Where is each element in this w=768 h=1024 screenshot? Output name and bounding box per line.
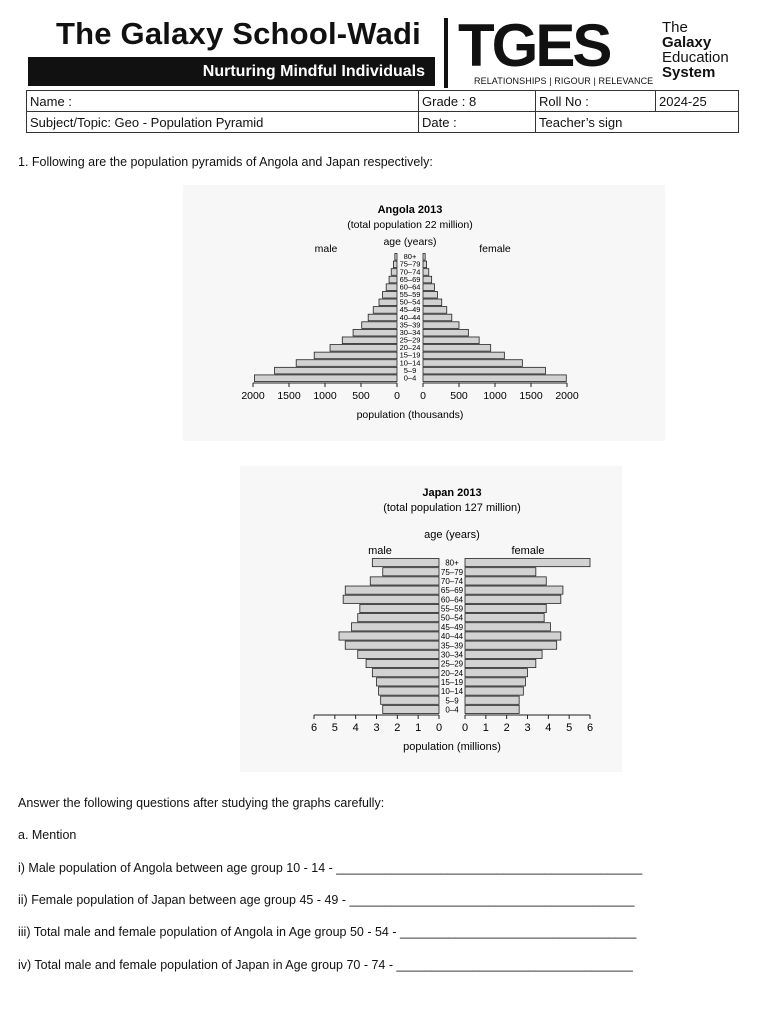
male-bar-40–44: [339, 632, 439, 640]
name-field[interactable]: Name :: [27, 91, 419, 112]
age-label: 5–9: [445, 696, 459, 706]
age-label: 75–79: [440, 567, 464, 577]
age-label: 0–4: [403, 373, 417, 383]
female-bar-5–9: [465, 696, 519, 704]
chart-title: Angola 2013: [377, 204, 443, 216]
female-bar-60–64: [423, 284, 435, 291]
x-tick-label: 500: [352, 390, 370, 402]
female-bar-75–79: [423, 261, 427, 268]
male-bar-25–29: [366, 659, 439, 667]
male-bar-45–49: [373, 307, 397, 314]
org-name: [662, 20, 729, 80]
x-tick-label: 1: [482, 722, 489, 734]
age-label: 40–44: [440, 632, 464, 642]
chart-subtitle: (total population 127 million): [383, 502, 521, 514]
female-bar-5–9: [423, 367, 545, 374]
x-tick-label: 3: [524, 722, 531, 734]
motto-text: Nurturing Mindful Individuals: [202, 63, 425, 80]
male-bar-0–4: [254, 375, 397, 382]
age-label: 20–24: [440, 668, 464, 678]
female-bar-35–39: [423, 322, 459, 329]
x-tick-label: 5: [331, 722, 338, 734]
age-label: 50–54: [399, 297, 421, 307]
female-bar-35–39: [465, 641, 557, 649]
female-bar-10–14: [423, 360, 522, 367]
female-bar-55–59: [423, 291, 437, 298]
age-label: 15–19: [399, 350, 421, 360]
age-label: 40–44: [399, 312, 421, 322]
x-axis-title: population (millions): [403, 741, 501, 753]
male-bar-35–39: [362, 322, 397, 329]
age-label: 30–34: [440, 650, 464, 660]
age-label: 70–74: [399, 267, 421, 277]
male-bar-45–49: [352, 623, 440, 631]
male-bar-40–44: [368, 314, 397, 321]
x-tick-label: 4: [352, 722, 359, 734]
x-tick-label: 1000: [483, 390, 507, 402]
male-bar-80+: [395, 254, 397, 261]
org-line: System: [662, 64, 716, 81]
male-bar-55–59: [383, 291, 397, 298]
male-label: male: [314, 243, 338, 255]
female-bar-70–74: [465, 577, 546, 585]
age-label: 15–19: [440, 677, 464, 687]
male-bar-5–9: [381, 696, 439, 704]
subject-cell: Subject/Topic: Geo - Population Pyramid: [27, 112, 419, 133]
answers-intro: Answer the following questions after studying the graphs carefully:: [18, 796, 385, 810]
x-tick-label: 5: [566, 722, 573, 734]
grade-field: Grade : 8: [419, 91, 536, 112]
female-bar-80+: [423, 254, 425, 261]
female-bar-40–44: [423, 314, 452, 321]
female-bar-40–44: [465, 632, 561, 640]
male-bar-20–24: [330, 345, 397, 352]
female-bar-30–34: [423, 329, 468, 336]
male-bar-55–59: [360, 604, 439, 612]
age-axis-label: age (years): [383, 236, 437, 248]
answers-part-a: a. Mention: [18, 828, 77, 842]
female-bar-55–59: [465, 604, 546, 612]
question-ii[interactable]: ii) Female population of Japan between age group 45 - 49 - _________________________________________: [18, 893, 635, 907]
male-bar-65–69: [389, 276, 397, 283]
age-label: 55–59: [440, 604, 464, 614]
question-1: 1. Following are the population pyramids of Angola and Japan respectively:: [18, 155, 433, 169]
male-bar-30–34: [358, 650, 439, 658]
age-label: 50–54: [440, 613, 464, 623]
male-bar-75–79: [393, 261, 397, 268]
male-bar-10–14: [296, 360, 397, 367]
x-tick-label: 6: [586, 722, 594, 734]
age-label: 45–49: [440, 622, 464, 632]
x-tick-label: 2000: [241, 390, 265, 402]
female-bar-60–64: [465, 595, 561, 603]
age-label: 80+: [445, 558, 459, 568]
tges-logo: [458, 12, 654, 88]
female-bar-20–24: [423, 345, 491, 352]
male-bar-30–34: [353, 329, 397, 336]
x-tick-label: 6: [310, 722, 318, 734]
female-bar-25–29: [423, 337, 479, 344]
female-bar-20–24: [465, 669, 528, 677]
female-bar-50–54: [423, 299, 442, 306]
male-bar-80+: [372, 559, 439, 567]
female-bar-65–69: [423, 276, 432, 283]
japan-pyramid-chart: [240, 466, 622, 772]
male-bar-50–54: [379, 299, 397, 306]
x-tick-label: 0: [420, 390, 426, 402]
female-bar-80+: [465, 559, 590, 567]
male-bar-10–14: [379, 687, 439, 695]
age-label: 65–69: [399, 274, 421, 284]
age-label: 70–74: [440, 577, 464, 587]
age-label: 35–39: [440, 641, 464, 651]
male-bar-0–4: [383, 705, 439, 713]
angola-pyramid-chart: [183, 185, 665, 441]
question-iii[interactable]: iii) Total male and female population of Angola in Age group 50 - 54 - __________________________________: [18, 925, 637, 939]
female-label: female: [479, 243, 511, 255]
female-label: female: [511, 545, 545, 557]
x-tick-label: 1000: [313, 390, 337, 402]
male-bar-70–74: [370, 577, 439, 585]
male-bar-75–79: [383, 568, 439, 576]
x-tick-label: 2: [503, 722, 510, 734]
female-bar-45–49: [423, 307, 447, 314]
male-bar-60–64: [386, 284, 397, 291]
male-bar-70–74: [391, 269, 397, 276]
teacher-sign-field[interactable]: Teacher’s sign: [536, 112, 739, 133]
female-bar-0–4: [465, 705, 519, 713]
male-bar-60–64: [343, 595, 439, 603]
age-label: 75–79: [399, 259, 421, 269]
x-tick-label: 0: [435, 722, 443, 734]
female-bar-65–69: [465, 586, 563, 594]
motto-banner: [28, 57, 435, 86]
x-tick-label: 4: [545, 722, 552, 734]
age-label: 20–24: [399, 343, 421, 353]
age-label: 25–29: [440, 659, 464, 669]
female-bar-0–4: [423, 375, 566, 382]
male-bar-20–24: [372, 669, 439, 677]
org-line: The: [662, 19, 688, 36]
male-bar-50–54: [358, 614, 439, 622]
org-line: Galaxy: [662, 34, 712, 51]
x-tick-label: 1500: [277, 390, 301, 402]
chart-subtitle: (total population 22 million): [347, 219, 473, 231]
age-label: 65–69: [440, 586, 464, 596]
question-i[interactable]: i) Male population of Angola between age group 10 - 14 - ____________________________________________: [18, 861, 643, 875]
age-label: 60–64: [399, 282, 421, 292]
x-axis-title: population (thousands): [356, 409, 464, 421]
female-bar-15–19: [465, 678, 525, 686]
female-bar-30–34: [465, 650, 542, 658]
female-bar-15–19: [423, 352, 504, 359]
female-bar-25–29: [465, 659, 536, 667]
male-bar-65–69: [345, 586, 439, 594]
student-info-table: [26, 90, 739, 133]
chart-title: Japan 2013: [422, 487, 482, 499]
age-label: 5–9: [403, 365, 417, 375]
female-bar-75–79: [465, 568, 536, 576]
female-bar-70–74: [423, 269, 429, 276]
male-bar-15–19: [314, 352, 397, 359]
x-tick-label: 1: [415, 722, 422, 734]
age-label: 10–14: [399, 358, 421, 368]
x-tick-label: 3: [373, 722, 380, 734]
x-tick-label: 1500: [519, 390, 543, 402]
age-label: 55–59: [399, 290, 421, 300]
year-cell: 2024-25: [656, 91, 739, 112]
org-line: Education: [662, 49, 729, 66]
age-label: 25–29: [399, 335, 421, 345]
male-bar-5–9: [275, 367, 397, 374]
male-bar-15–19: [377, 678, 440, 686]
female-bar-10–14: [465, 687, 523, 695]
header-divider: [444, 18, 448, 88]
x-tick-label: 0: [461, 722, 469, 734]
date-field[interactable]: Date :: [419, 112, 536, 133]
x-tick-label: 2000: [555, 390, 579, 402]
age-label: 30–34: [399, 327, 421, 337]
x-tick-label: 2: [394, 722, 401, 734]
age-label: 0–4: [445, 705, 459, 715]
x-tick-label: 500: [450, 390, 468, 402]
male-label: male: [368, 545, 392, 557]
age-label: 10–14: [440, 687, 464, 697]
age-label: 35–39: [399, 320, 421, 330]
female-bar-50–54: [465, 614, 544, 622]
question-iv[interactable]: iv) Total male and female population of Japan in Age group 70 - 74 - __________________________________: [18, 958, 633, 972]
roll-field[interactable]: Roll No :: [536, 91, 656, 112]
male-bar-35–39: [345, 641, 439, 649]
angola-pyramid-svg: [183, 185, 665, 441]
age-axis-label: age (years): [424, 529, 480, 541]
japan-pyramid-svg: [240, 466, 622, 772]
male-bar-25–29: [342, 337, 397, 344]
female-bar-45–49: [465, 623, 550, 631]
age-label: 45–49: [399, 305, 421, 315]
age-label: 80+: [403, 252, 417, 262]
school-name: The Galaxy School-Wadi: [56, 16, 421, 51]
logo-mark: TGES: [458, 12, 610, 79]
x-tick-label: 0: [394, 390, 400, 402]
logo-tagline: RELATIONSHIPS | RIGOUR | RELEVANCE: [474, 76, 654, 86]
age-label: 60–64: [440, 595, 464, 605]
